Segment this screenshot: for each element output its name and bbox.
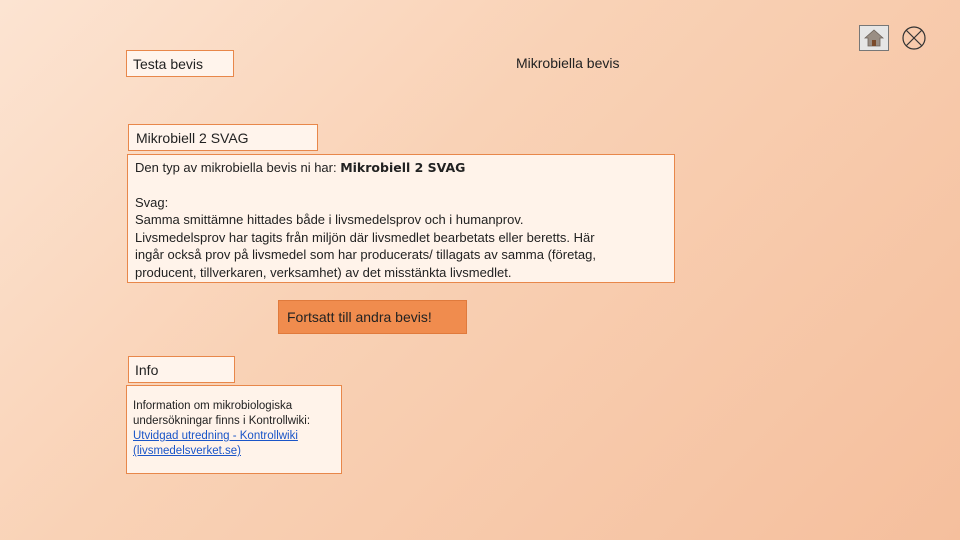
- continue-button[interactable]: Fortsatt till andra bevis!: [278, 300, 467, 334]
- close-icon[interactable]: [902, 26, 926, 50]
- slide-title: Mikrobiella bevis: [516, 55, 620, 71]
- evidence-type-label: [128, 124, 318, 151]
- info-box: [126, 385, 342, 474]
- evidence-type-text: Mikrobiell 2 SVAG: [136, 130, 249, 146]
- evidence-intro-value: Mikrobiell 2 SVAG: [340, 160, 466, 175]
- evidence-heading: Svag:: [135, 194, 169, 210]
- evidence-intro: [135, 159, 667, 177]
- kontrollwiki-link[interactable]: Utvidgad utredning - Kontrollwiki (livsmedelsverket.se): [133, 430, 298, 457]
- home-button[interactable]: [859, 25, 889, 51]
- info-label: [128, 356, 235, 383]
- test-evidence-text: Testa bevis: [133, 56, 204, 72]
- evidence-line-2: Livsmedelsprov har tagits från miljön där livsmedlet bearbetats eller beretts. Här: [135, 229, 595, 245]
- evidence-intro-prefix: Den typ av mikrobiella bevis ni har:: [135, 160, 341, 175]
- info-label-text: Info: [135, 362, 159, 378]
- evidence-description: [127, 154, 675, 283]
- test-evidence-label: [126, 50, 234, 77]
- evidence-line-3: ingår också prov på livsmedel som har producerats/ tillagats av samma (företag,: [135, 247, 596, 262]
- evidence-line-1: Samma smittämne hittades både i livsmedelsprov och i humanprov.: [135, 212, 524, 227]
- info-text: Information om mikrobiologiska undersökningar finns i Kontrollwiki:: [133, 400, 311, 427]
- home-icon: [864, 29, 884, 47]
- evidence-line-4: producent, tillverkaren, verksamhet) av det misstänkta livsmedlet.: [135, 264, 512, 280]
